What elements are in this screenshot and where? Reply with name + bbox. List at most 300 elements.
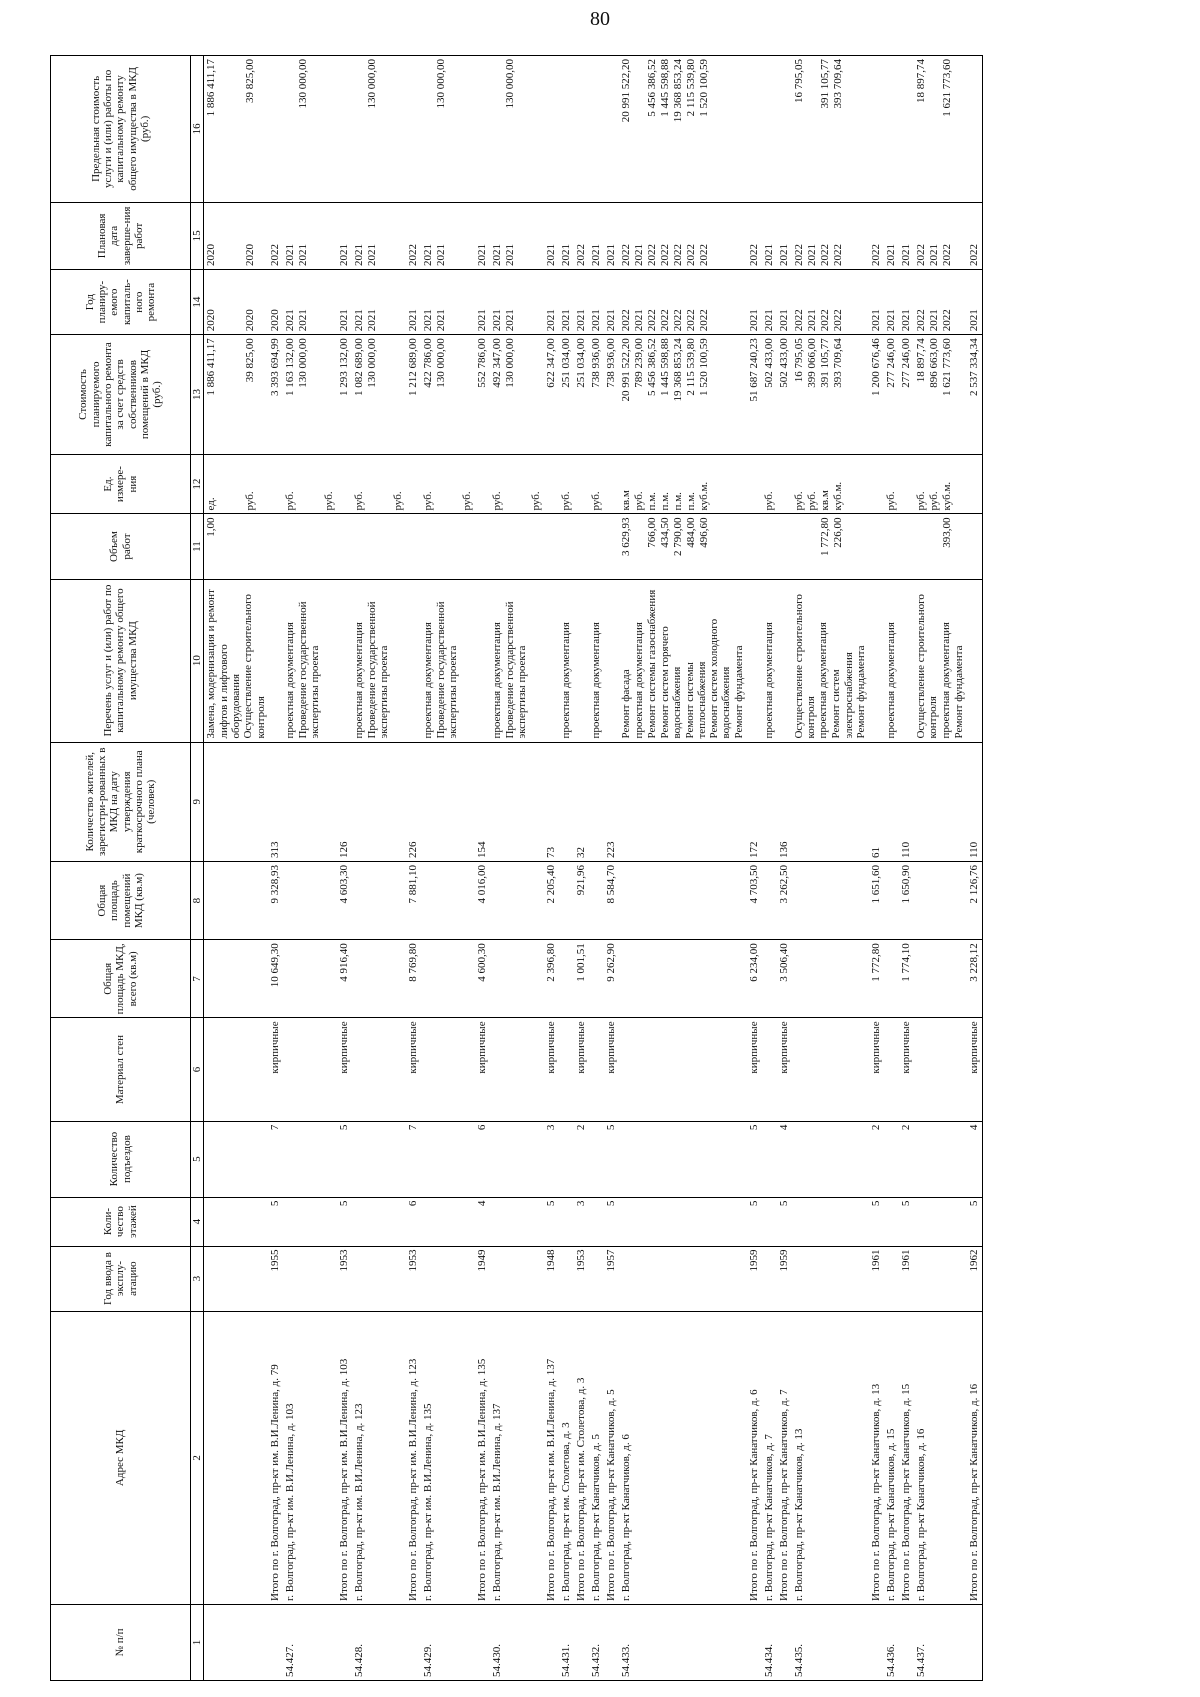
works-cell-line: проектная документация (632, 622, 645, 739)
cost-cell-line: 277 246,00 (900, 338, 912, 388)
rotated-table-sheet (50, 55, 1152, 1681)
limit-cell-line: 39 825,00 (244, 59, 257, 103)
material-cell (792, 1018, 869, 1121)
header-limit: Предельная стоимость услуги и (или) работы по капитальному ремонту общего имущества в МКД (руб.) (51, 56, 191, 203)
cost-cell-line: 20 991 522,20 (619, 338, 632, 402)
plan-year-cell-line: 2022 (658, 309, 671, 332)
works-cell-line: Ремонт системы газоснабжения (645, 589, 658, 739)
cost-cell-line: 1 445 598,88 (658, 338, 671, 396)
residents-cell: 32 (574, 742, 589, 861)
area-total-cell (559, 940, 574, 1018)
row-number (406, 1604, 421, 1680)
plan-year-cell-line: 2021 (544, 309, 557, 332)
plan-year-cell-line: 2021 (632, 309, 645, 332)
volume-cell (204, 514, 268, 579)
unit-cell (544, 454, 559, 514)
works-cell-line: Ремонт фасада (619, 669, 632, 739)
address-cell: Итого по г. Волгоград, пр-кт им. В.И.Ленина, д. 103 (337, 1311, 352, 1604)
address-cell: Итого по г. Волгоград, пр-кт им. Столетова, д. 3 (574, 1311, 589, 1604)
table-row (777, 56, 792, 1681)
plan-year-cell-line: 2021 (490, 309, 503, 332)
unit-cell-line: руб. (244, 491, 257, 511)
header-entrances: Количество подъездов (51, 1121, 191, 1197)
residents-cell: 226 (406, 742, 421, 861)
year-cell (914, 1246, 967, 1311)
limit-cell (967, 56, 983, 203)
unit-cell-line: руб. (391, 491, 404, 511)
plan-year-cell (559, 270, 574, 335)
cost-cell-line: 16 795,05 (792, 338, 805, 383)
cost-cell (268, 335, 283, 454)
address-cell: Итого по г. Волгоград, пр-кт им. В.И.Ленина, д. 137 (544, 1311, 559, 1604)
row-number (869, 1604, 884, 1680)
limit-cell-line: 20 991 522,20 (619, 59, 632, 123)
entrances-cell (619, 1121, 747, 1197)
end-year-cell-line (218, 206, 231, 266)
unit-cell-line (297, 458, 310, 511)
material-cell: кирпичные (574, 1018, 589, 1121)
plan-year-cell-line: 2020 (244, 309, 257, 332)
works-cell (869, 579, 884, 742)
volume-cell-line (806, 517, 819, 575)
works-cell-line: Осуществление строительного контроля (242, 594, 267, 739)
cost-cell-line: 39 825,00 (244, 338, 257, 383)
area-total-cell (762, 940, 777, 1018)
plan-year-cell-line: 2022 (941, 309, 953, 332)
area-rooms-cell: 4 703,50 (747, 862, 762, 940)
year-cell (352, 1246, 406, 1311)
area-rooms-cell (204, 862, 268, 940)
row-number: 54.437. (914, 1604, 967, 1680)
table-row (352, 56, 406, 1681)
plan-year-cell-line: 2022 (645, 309, 658, 332)
unit-cell-line: куб.м. (697, 481, 710, 511)
year-cell: 1962 (967, 1246, 983, 1311)
volume-cell (352, 514, 406, 579)
works-cell-line: Ремонт фундамента (952, 645, 965, 739)
limit-cell (589, 56, 604, 203)
works-cell-line: Ремонт систем горячего водоснабжения (658, 626, 684, 739)
plan-year-cell-line: 2021 (503, 309, 516, 332)
area-rooms-cell (884, 862, 899, 940)
plan-year-cell (475, 270, 490, 335)
entrances-cell (914, 1121, 967, 1197)
unit-cell-line: п.м. (671, 492, 684, 511)
area-total-cell: 4 916,40 (337, 940, 352, 1018)
plan-year-cell (792, 270, 869, 335)
unit-cell-line (504, 458, 517, 511)
cost-cell (762, 335, 777, 454)
limit-cell (869, 56, 884, 203)
residents-cell (792, 742, 869, 861)
material-cell (762, 1018, 777, 1121)
area-rooms-cell: 2 205,40 (544, 862, 559, 940)
material-cell (421, 1018, 475, 1121)
works-cell-line: Ремонт системы теплоснабжения (683, 661, 708, 739)
row-number: 54.430. (490, 1604, 544, 1680)
limit-cell-line: 130 000,00 (503, 59, 516, 109)
volume-cell (777, 514, 792, 579)
end-year-cell-line: 2022 (967, 244, 980, 267)
address-cell: Итого по г. Волгоград, пр-кт Канатчиков, д. 6 (747, 1311, 762, 1604)
volume-cell-line (422, 517, 435, 575)
plan-year-cell-line: 2021 (283, 309, 296, 332)
entrances-cell: 6 (475, 1121, 490, 1197)
area-total-cell (204, 940, 268, 1018)
table-row (967, 56, 983, 1681)
year-cell: 1957 (604, 1246, 619, 1311)
row-number (574, 1604, 589, 1680)
residents-cell (283, 742, 337, 861)
residents-cell: 110 (899, 742, 914, 861)
plan-year-cell (869, 270, 884, 335)
material-cell (589, 1018, 604, 1121)
plan-year-cell-line: 2021 (421, 309, 434, 332)
address-cell: г. Волгоград, пр-кт им. В.И.Ленина, д. 137 (490, 1311, 544, 1604)
limit-cell-line (806, 59, 819, 199)
residents-cell: 126 (337, 742, 352, 861)
volume-cell (747, 514, 762, 579)
cost-cell-line: 1 212 689,00 (406, 338, 419, 396)
unit-cell (777, 454, 792, 514)
limit-cell-line (218, 59, 231, 199)
area-rooms-cell (559, 862, 574, 940)
plan-year-cell (490, 270, 544, 335)
table-row (884, 56, 899, 1681)
limit-cell-line (422, 59, 435, 199)
works-cell (421, 579, 475, 742)
entrances-cell (792, 1121, 869, 1197)
volume-cell-line (435, 517, 448, 575)
year-cell: 1959 (777, 1246, 792, 1311)
works-cell (268, 579, 283, 742)
unit-cell-line (310, 458, 323, 511)
row-number (777, 1604, 792, 1680)
residents-cell (490, 742, 544, 861)
works-cell-line: проектная документация (762, 622, 775, 739)
limit-cell (619, 56, 747, 203)
end-year-cell-line: 2022 (818, 244, 831, 267)
year-cell (283, 1246, 337, 1311)
unit-cell-line: руб. (529, 491, 542, 511)
unit-cell (268, 454, 283, 514)
plan-year-cell (589, 270, 604, 335)
cost-cell-line: 896 663,00 (928, 338, 940, 388)
row-number (475, 1604, 490, 1680)
area-rooms-cell: 7 881,10 (406, 862, 421, 940)
cost-cell (406, 335, 421, 454)
entrances-cell: 5 (747, 1121, 762, 1197)
entrances-cell (589, 1121, 604, 1197)
plan-year-cell (777, 270, 792, 335)
end-year-cell-line: 2020 (205, 244, 218, 267)
cost-cell-line: 1 163 132,00 (283, 338, 296, 396)
limit-cell (475, 56, 490, 203)
end-year-cell-line: 2021 (604, 244, 617, 267)
limit-cell-line: 1 886 411,17 (205, 59, 218, 117)
end-year-cell (283, 202, 337, 269)
plan-year-cell (352, 270, 406, 335)
end-year-cell (475, 202, 490, 269)
column-number: 5 (191, 1121, 204, 1197)
limit-cell (337, 56, 352, 203)
plan-year-cell-line: 2021 (885, 309, 897, 332)
cost-cell-line: 130 000,00 (296, 338, 309, 388)
year-cell: 1959 (747, 1246, 762, 1311)
row-number: 54.436. (884, 1604, 899, 1680)
unit-cell-line: руб. (632, 491, 645, 511)
unit-cell-line: руб. (885, 491, 897, 511)
material-cell (283, 1018, 337, 1121)
plan-year-cell-line: 2021 (870, 309, 882, 332)
area-total-cell (283, 940, 337, 1018)
column-number: 9 (191, 742, 204, 861)
area-rooms-cell (792, 862, 869, 940)
plan-year-cell-line (231, 273, 244, 331)
residents-cell: 313 (268, 742, 283, 861)
volume-cell-line: 1 772,80 (818, 517, 831, 556)
works-cell-line: Осуществление строительного контроля (915, 594, 940, 739)
floors-cell (283, 1197, 337, 1246)
limit-cell-line: 130 000,00 (434, 59, 447, 109)
residents-cell (619, 742, 747, 861)
works-cell-line: Ремонт фундамента (732, 645, 745, 739)
plan-year-cell-line: 2020 (205, 309, 218, 332)
entrances-cell (421, 1121, 475, 1197)
floors-cell: 5 (337, 1197, 352, 1246)
area-rooms-cell (421, 862, 475, 940)
unit-cell-line: руб. (490, 491, 503, 511)
end-year-cell-line: 2021 (589, 244, 602, 267)
column-number: 8 (191, 862, 204, 940)
column-number: 6 (191, 1018, 204, 1121)
volume-cell (283, 514, 337, 579)
works-cell-line: проектная документация (939, 622, 952, 739)
table-row (490, 56, 544, 1681)
works-cell-line: проектная документация (817, 622, 830, 739)
column-number: 15 (191, 202, 204, 269)
end-year-cell-line: 2021 (559, 244, 572, 267)
volume-cell-line (915, 517, 928, 575)
column-number: 3 (191, 1246, 204, 1311)
floors-cell (619, 1197, 747, 1246)
end-year-cell (421, 202, 475, 269)
cost-cell-line: 130 000,00 (434, 338, 447, 388)
address-cell: Итого по г. Волгоград, пр-кт им. В.И.Ленина, д. 79 (268, 1311, 283, 1604)
year-cell (490, 1246, 544, 1311)
unit-cell (475, 454, 490, 514)
area-rooms-cell: 9 328,93 (268, 862, 283, 940)
volume-cell-line (491, 517, 504, 575)
end-year-cell-line: 2021 (503, 244, 516, 267)
row-number (604, 1604, 619, 1680)
unit-cell-line (448, 458, 461, 511)
cost-cell-line: 130 000,00 (365, 338, 378, 388)
end-year-cell (268, 202, 283, 269)
works-cell-line: Проведение государственной экспертизы проекта (296, 601, 322, 739)
floors-cell (792, 1197, 869, 1246)
entrances-cell: 5 (604, 1121, 619, 1197)
end-year-cell-line: 2021 (296, 244, 309, 267)
cost-cell (421, 335, 475, 454)
area-total-cell: 8 769,80 (406, 940, 421, 1018)
year-cell: 1953 (406, 1246, 421, 1311)
end-year-cell-line: 2022 (941, 244, 953, 267)
cost-cell-line: 552 786,00 (475, 338, 488, 388)
volume-cell (475, 514, 490, 579)
works-cell (604, 579, 619, 742)
table-row (914, 56, 967, 1681)
cost-cell-line: 622 347,00 (544, 338, 557, 388)
works-cell-line: Ремонт фундамента (855, 645, 867, 739)
end-year-cell (967, 202, 983, 269)
floors-cell: 5 (869, 1197, 884, 1246)
header-plan-year: Год планиру-емого капиталь-ного ремонта (51, 270, 191, 335)
volume-cell-line (366, 517, 379, 575)
material-cell: кирпичные (967, 1018, 983, 1121)
area-total-cell: 10 649,30 (268, 940, 283, 1018)
end-year-cell-line: 2022 (747, 244, 760, 267)
entrances-cell: 2 (869, 1121, 884, 1197)
works-cell (337, 579, 352, 742)
address-cell: Итого по г. Волгоград, пр-кт Канатчиков, д. 16 (967, 1311, 983, 1604)
unit-cell (899, 454, 914, 514)
residents-cell: 223 (604, 742, 619, 861)
works-cell-line: Проведение государственной экспертизы проекта (503, 601, 529, 739)
floors-cell (421, 1197, 475, 1246)
area-rooms-cell: 4 603,30 (337, 862, 352, 940)
cost-cell-line: 502 433,00 (762, 338, 775, 388)
year-cell (589, 1246, 604, 1311)
entrances-cell (490, 1121, 544, 1197)
plan-year-cell-line: 2022 (671, 309, 684, 332)
repair-plan-table (50, 55, 983, 1681)
plan-year-cell-line: 2021 (337, 309, 350, 332)
volume-cell (869, 514, 884, 579)
entrances-cell (762, 1121, 777, 1197)
works-cell-line: проектная документация (490, 622, 503, 739)
unit-cell (574, 454, 589, 514)
floors-cell: 5 (604, 1197, 619, 1246)
unit-cell (914, 454, 967, 514)
cost-cell (619, 335, 747, 454)
volume-cell-line (928, 517, 941, 575)
works-cell (884, 579, 899, 742)
table-body (204, 56, 982, 1681)
material-cell (352, 1018, 406, 1121)
address-cell: г. Волгоград, пр-кт Канатчиков, д. 7 (762, 1311, 777, 1604)
cost-cell-line (231, 338, 244, 450)
cost-cell-line: 393 709,64 (831, 338, 844, 388)
plan-year-cell-line: 2022 (619, 309, 632, 332)
material-cell (204, 1018, 268, 1121)
limit-cell (899, 56, 914, 203)
residents-cell (204, 742, 268, 861)
entrances-cell: 2 (574, 1121, 589, 1197)
area-total-cell (619, 940, 747, 1018)
material-cell: кирпичные (406, 1018, 421, 1121)
limit-cell (352, 56, 406, 203)
works-cell-line: Осуществление строительного контроля (792, 594, 818, 739)
end-year-cell-line: 2022 (915, 244, 927, 267)
cost-cell (574, 335, 589, 454)
column-number: 10 (191, 579, 204, 742)
works-cell (559, 579, 574, 742)
area-rooms-cell: 921,96 (574, 862, 589, 940)
volume-cell-line (218, 517, 231, 575)
limit-cell-line (284, 59, 297, 199)
floors-cell: 5 (747, 1197, 762, 1246)
cost-cell (283, 335, 337, 454)
works-cell-line: проектная документация (885, 622, 897, 739)
limit-cell-line: 16 795,05 (792, 59, 805, 103)
limit-cell (406, 56, 421, 203)
volume-cell (337, 514, 352, 579)
cost-cell (884, 335, 899, 454)
plan-year-cell-line: 2022 (915, 309, 927, 332)
plan-year-cell-line: 2021 (475, 309, 488, 332)
header-num: № п/п (51, 1604, 191, 1680)
material-cell (559, 1018, 574, 1121)
unit-cell-line (366, 458, 379, 511)
floors-cell: 5 (967, 1197, 983, 1246)
entrances-cell: 2 (899, 1121, 914, 1197)
works-cell (490, 579, 544, 742)
end-year-cell (352, 202, 406, 269)
plan-year-cell-line: 2021 (762, 309, 775, 332)
end-year-cell-line: 2021 (352, 244, 365, 267)
address-cell: Итого по г. Волгоград, пр-кт Канатчиков, д. 13 (869, 1311, 884, 1604)
end-year-cell (914, 202, 967, 269)
end-year-cell-line: 2021 (632, 244, 645, 267)
floors-cell (589, 1197, 604, 1246)
volume-cell-line (231, 517, 244, 575)
area-rooms-cell: 2 126,76 (967, 862, 983, 940)
row-number (967, 1604, 983, 1680)
area-total-cell (421, 940, 475, 1018)
floors-cell: 5 (544, 1197, 559, 1246)
end-year-cell-line: 2022 (684, 244, 697, 267)
plan-year-cell-line: 2022 (831, 309, 844, 332)
year-cell (762, 1246, 777, 1311)
plan-year-cell-line: 2021 (352, 309, 365, 332)
area-total-cell: 4 600,30 (475, 940, 490, 1018)
cost-cell (490, 335, 544, 454)
year-cell: 1949 (475, 1246, 490, 1311)
works-cell-line: Ремонт систем электроснабжения (830, 652, 855, 739)
limit-cell (204, 56, 268, 203)
area-rooms-cell (619, 862, 747, 940)
header-area-total: Общая площадь МКД, всего (кв.м) (51, 940, 191, 1018)
year-cell: 1955 (268, 1246, 283, 1311)
end-year-cell-line: 2021 (777, 244, 790, 267)
end-year-cell-line: 2022 (792, 244, 805, 267)
limit-cell (914, 56, 967, 203)
area-total-cell (884, 940, 899, 1018)
area-total-cell: 1 774,10 (899, 940, 914, 1018)
address-cell: г. Волгоград, пр-кт им. В.И.Ленина, д. 123 (352, 1311, 406, 1604)
end-year-cell-line: 2021 (885, 244, 897, 267)
floors-cell: 4 (475, 1197, 490, 1246)
limit-cell (777, 56, 792, 203)
floors-cell: 5 (899, 1197, 914, 1246)
entrances-cell: 5 (337, 1121, 352, 1197)
limit-cell (559, 56, 574, 203)
limit-cell (762, 56, 777, 203)
floors-cell (490, 1197, 544, 1246)
plan-year-cell-line: 2022 (684, 309, 697, 332)
floors-cell (914, 1197, 967, 1246)
